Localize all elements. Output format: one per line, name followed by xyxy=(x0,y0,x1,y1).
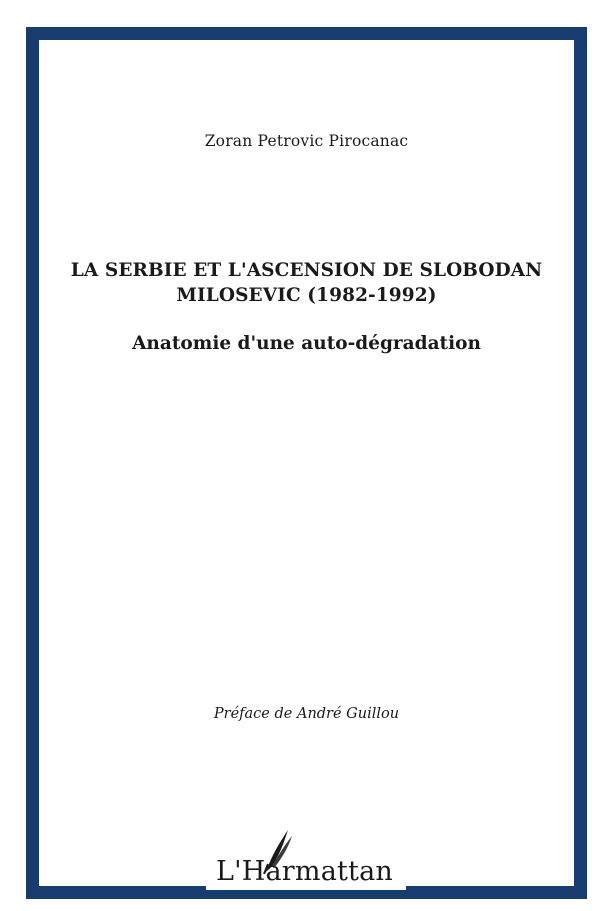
publisher-name: L'Harmattan xyxy=(216,856,393,887)
preface-credit: Préface de André Guillou xyxy=(213,706,400,722)
cover-border-frame xyxy=(26,27,587,899)
publisher-logo xyxy=(206,826,406,896)
book-subtitle: Anatomie d'une auto-dégradation xyxy=(132,333,481,354)
book-title: LA SERBIE ET L'ASCENSION DE SLOBODAN MILOSEVIC (1982-1992) xyxy=(70,260,543,306)
author-name: Zoran Petrovic Pirocanac xyxy=(204,132,409,150)
